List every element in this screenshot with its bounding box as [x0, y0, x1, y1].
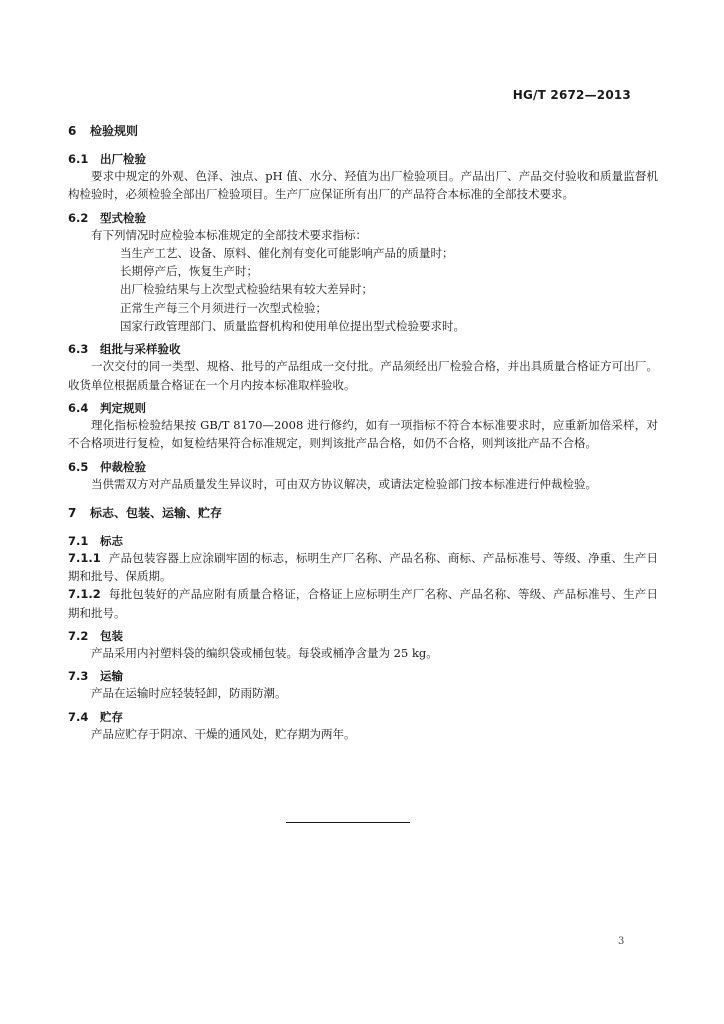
subsection-heading: [68, 459, 658, 475]
section-title: 检验规则: [90, 124, 139, 138]
subsection-title: 贮存: [100, 709, 123, 724]
subsection-number: 6.2: [68, 210, 89, 225]
paragraph: 当供需双方对产品质量发生异议时，可由双方协议解决，或请法定检验部门按本标准进行仲裁检验。: [91, 476, 597, 491]
clause-paragraph: [68, 549, 658, 586]
list-item: 正常生产每三个月须进行一次型式检验；: [120, 300, 327, 315]
clause-number: 7.1.1: [68, 550, 101, 565]
standard-code: HG/T 2672—2013: [512, 88, 631, 102]
paragraph: 产品采用内衬塑料袋的编织袋或桶包装。每袋或桶净含量为 25 kg。: [91, 646, 438, 661]
subsection-number: 7.4: [68, 709, 89, 724]
clause-number: 7.1.2: [68, 587, 101, 602]
end-rule: [286, 822, 410, 823]
clause-text: 产品包装容器上应涂刷牢固的标志，标明生产厂名称、产品名称、商标、产品标准号、等级、净重、生产日期和批号、保质期。: [68, 550, 658, 584]
section-heading: [68, 505, 658, 521]
page-number: 3: [618, 936, 625, 947]
paragraph: 产品在运输时应轻装轻卸，防雨防潮。: [91, 686, 287, 701]
paragraph: 有下列情况时应检验本标准规定的全部技术要求指标：: [91, 227, 367, 242]
subsection-heading: [68, 628, 658, 644]
section-number: 6: [68, 124, 77, 138]
clause-paragraph: [68, 585, 658, 622]
subsection-heading: [68, 709, 658, 725]
subsection-number: 7.2: [68, 629, 89, 644]
list-item: 当生产工艺、设备、原料、催化剂有变化可能影响产品的质量时；: [120, 245, 454, 260]
subsection-number: 6.3: [68, 342, 89, 357]
paragraph: 产品应贮存于阴凉、干燥的通风处，贮存期为两年。: [91, 726, 356, 741]
subsection-heading: [68, 533, 658, 549]
document-body: [68, 123, 658, 743]
list-item: 出厂检验结果与上次型式检验结果有较大差异时；: [120, 282, 373, 297]
section-title: 标志、包装、运输、贮存: [90, 505, 223, 520]
subsection-title: 出厂检验: [100, 152, 146, 166]
list-item: 长期停产后，恢复生产时；: [120, 264, 258, 279]
paragraph: 要求中规定的外观、色泽、浊点、pH 值、水分、羟值为出厂检验项目。产品出厂、产品交付验收和质量监督机构检验时，必须检验全部出厂检验项目。生产厂应保证所有出厂的产品符合本标准的全部技术要求。: [68, 169, 658, 202]
section-heading: [68, 123, 658, 139]
subsection-number: 7.1: [68, 533, 89, 548]
subsection-heading: [68, 210, 658, 226]
subsection-number: 7.3: [68, 669, 89, 684]
section-number: 7: [68, 505, 77, 520]
subsection-heading: [68, 151, 658, 167]
clause-text: 每批包装好的产品应附有质量合格证，合格证上应标明生产厂名称、产品名称、等级、产品标准号、生产日期和批号。: [68, 587, 658, 620]
subsection-title: 包装: [100, 629, 123, 644]
paragraph: 理化指标检验结果按 GB/T 8170—2008 进行修约，如有一项指标不符合本标准要求时，应重新加倍采样，对不合格项进行复检，如复检结果符合标准规定，则判该批产品合格，如仍不合格，则判该批产品不合格。: [68, 417, 658, 451]
subsection-heading: [68, 341, 658, 357]
subsection-title: 组批与采样验收: [100, 342, 181, 357]
subsection-title: 型式检验: [100, 210, 146, 225]
subsection-title: 判定规则: [100, 400, 146, 415]
paragraph: 一次交付的同一类型、规格、批号的产品组成一交付批。产品须经出厂检验合格，并出具质量合格证方可出厂。收货单位根据质量合格证在一个月内按本标准取样验收。: [68, 359, 658, 392]
subsection-title: 仲裁检验: [100, 459, 146, 474]
list-item: 国家行政管理部门、质量监督机构和使用单位提出型式检验要求时。: [120, 319, 465, 334]
subsection-number: 6.5: [68, 459, 89, 474]
subsection-heading: [68, 400, 658, 416]
subsection-number: 6.4: [68, 400, 89, 415]
subsection-title: 运输: [100, 669, 123, 684]
subsection-heading: [68, 668, 658, 684]
subsection-number: 6.1: [68, 152, 89, 166]
subsection-title: 标志: [100, 533, 123, 548]
